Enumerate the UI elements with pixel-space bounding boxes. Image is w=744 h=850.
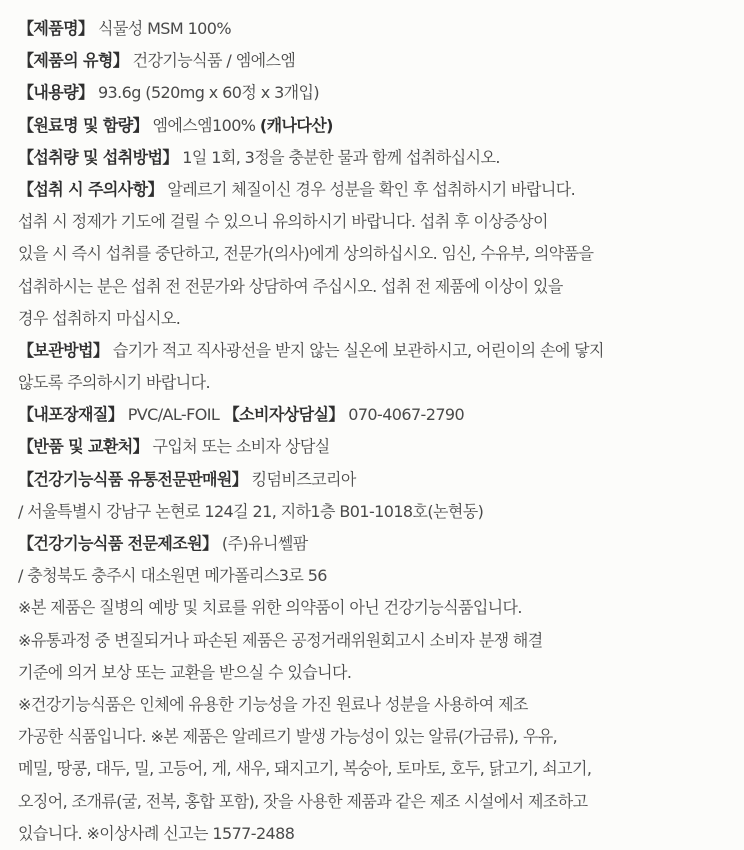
notice-line: 오징어, 조개류(굴, 전복, 홍합 포함), 잣을 사용한 제품과 같은 제조 시설에서 제조하고 bbox=[18, 791, 588, 811]
intake-method-label: 【섭취량 및 섭취방법】 bbox=[18, 147, 178, 167]
return-exchange-row bbox=[18, 431, 736, 463]
notice-line: ※본 제품은 질병의 예방 및 치료를 위한 의약품이 아닌 건강기능식품입니다. bbox=[18, 598, 522, 618]
distributor-address: / 서울특별시 강남구 논현로 124길 21, 지하1층 B01-1018호(논현동) bbox=[18, 501, 484, 521]
precautions-value: 알레르기 체질이신 경우 성분을 확인 후 섭취하시기 바랍니다. bbox=[162, 179, 576, 199]
notice-line: 가공한 식품입니다. ※본 제품은 알레르기 발생 가능성이 있는 알류(가금류), 우유, bbox=[18, 727, 558, 747]
ingredients-origin: (캐나다산) bbox=[259, 115, 333, 135]
precautions-text-line: 섭취하시는 분은 섭취 전 전문가와 상담하여 주십시오. 섭취 전 제품에 이상이 있을 bbox=[18, 276, 563, 296]
notice-line: 기준에 의거 보상 또는 교환을 받으실 수 있습니다. bbox=[18, 662, 352, 682]
ingredients-value: 엠에스엠100% bbox=[148, 115, 260, 135]
ingredients-label: 【원료명 및 함량】 bbox=[18, 115, 149, 135]
packaging-consumer-row bbox=[18, 399, 736, 431]
packaging-label: 【내포장재질】 bbox=[18, 405, 124, 425]
return-exchange-label: 【반품 및 교환처】 bbox=[18, 437, 149, 457]
storage-text-line: 않도록 주의하시기 바랍니다. bbox=[18, 373, 210, 393]
intake-method-row bbox=[18, 142, 736, 174]
notice-line: 메밀, 땅콩, 대두, 밀, 고등어, 게, 새우, 돼지고기, 복숭아, 토마토, 호두, 닭고기, 쇠고기, bbox=[18, 759, 592, 779]
ingredients-row bbox=[18, 110, 736, 142]
precautions-text-line: 있을 시 즉시 섭취를 중단하고, 전문가(의사)에게 상의하십시오. 임신, 수유부, 의약품을 bbox=[18, 244, 594, 264]
content-amount-value: 93.6g (520mg x 60정 x 3개입) bbox=[93, 83, 320, 103]
storage-row bbox=[18, 335, 736, 367]
content-amount-row bbox=[18, 77, 736, 109]
precautions-text-line: 섭취 시 정제가 기도에 걸릴 수 있으니 유의하시기 바랍니다. 섭취 후 이상증상이 bbox=[18, 212, 548, 232]
notice-line: 있습니다. ※이상사례 신고는 1577-2488 bbox=[18, 823, 295, 843]
intake-method-value: 1일 1회, 3정을 충분한 물과 함께 섭취하십시오. bbox=[177, 147, 500, 167]
consumer-center-label: 【소비자상담실】 bbox=[223, 405, 344, 425]
packaging-value: PVC/AL-FOIL bbox=[123, 405, 224, 425]
precautions-row bbox=[18, 174, 736, 206]
precautions-label: 【섭취 시 주의사항】 bbox=[18, 179, 163, 199]
return-exchange-value: 구입처 또는 소비자 상담실 bbox=[148, 437, 330, 457]
notice-line: ※건강기능식품은 인체에 유용한 기능성을 가진 원료나 성분을 사용하여 제조 bbox=[18, 694, 528, 714]
product-type-value: 건강기능식품 / 엠에스엠 bbox=[128, 51, 296, 71]
consumer-center-phone: 070-4067-2790 bbox=[343, 405, 465, 425]
product-name-label: 【제품명】 bbox=[18, 19, 94, 38]
notice-line: ※유통과정 중 변질되거나 파손된 제품은 공정거래위원회고시 소비자 분쟁 해결 bbox=[18, 630, 543, 650]
distributor-value: 킹덤비즈코리아 bbox=[247, 469, 356, 489]
product-name-value: 식물성 MSM 100% bbox=[93, 19, 231, 38]
precautions-text-line: 경우 섭취하지 마십시오. bbox=[18, 308, 181, 328]
manufacturer-address: / 충청북도 충주시 대소원면 메가폴리스3로 56 bbox=[18, 566, 327, 586]
storage-label: 【보관방법】 bbox=[18, 340, 109, 360]
manufacturer-row bbox=[18, 528, 736, 560]
distributor-label: 【건강기능식품 유통전문판매원】 bbox=[18, 469, 248, 489]
product-type-label: 【제품의 유형】 bbox=[18, 51, 129, 71]
product-name-row bbox=[18, 13, 736, 45]
manufacturer-label: 【건강기능식품 전문제조원】 bbox=[18, 534, 218, 553]
storage-value: 습기가 적고 직사광선을 받지 않는 실온에 보관하시고, 어린이의 손에 닿지 bbox=[108, 340, 604, 360]
distributor-row bbox=[18, 464, 736, 496]
product-type-row bbox=[18, 45, 736, 77]
manufacturer-value: (주)유니쎌팜 bbox=[217, 534, 308, 553]
content-amount-label: 【내용량】 bbox=[18, 83, 94, 103]
